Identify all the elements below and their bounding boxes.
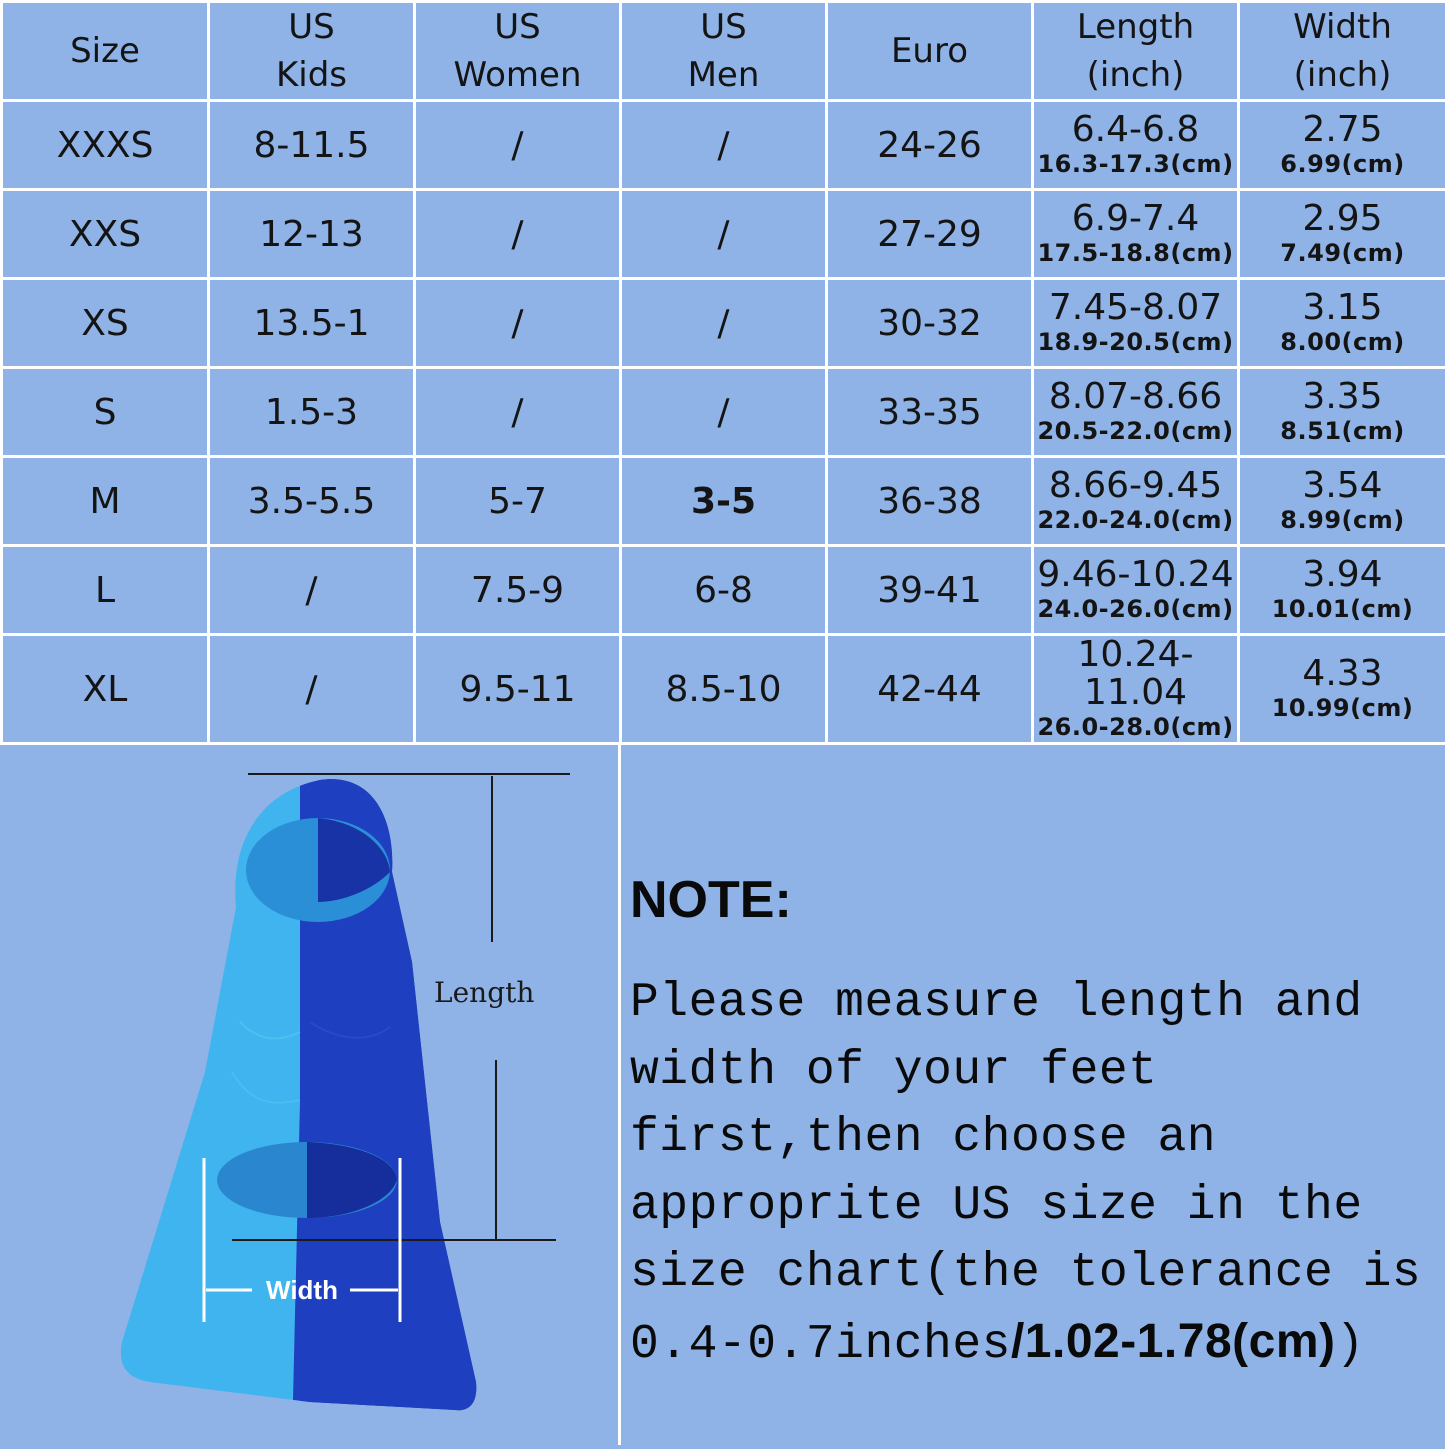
- cell-length-inches: 6.9-7.4: [1034, 200, 1237, 238]
- cell-width-cm: 8.51(cm): [1240, 416, 1445, 446]
- column-header-line: (inch): [1034, 51, 1237, 99]
- column-header: [621, 2, 827, 101]
- cell-width-cm: 6.99(cm): [1240, 149, 1445, 179]
- cell-width-inches: 3.54: [1240, 467, 1445, 505]
- cell-length: [1033, 368, 1239, 457]
- cell-euro: 36-38: [827, 457, 1033, 546]
- note-body: [630, 970, 1430, 1379]
- column-header: [1239, 2, 1445, 101]
- cell-width-cm: 10.01(cm): [1240, 594, 1445, 624]
- cell-men: /: [621, 368, 827, 457]
- column-header-line: Size: [3, 27, 207, 75]
- column-header-line: US: [210, 3, 413, 51]
- column-header-line: Men: [622, 51, 825, 99]
- cell-width-inches: 3.94: [1240, 556, 1445, 594]
- note-tolerance-inches: 0.4-0.7inches: [630, 1318, 1011, 1372]
- table-row: [2, 546, 1445, 635]
- column-header-line: US: [622, 3, 825, 51]
- cell-women: /: [415, 101, 621, 190]
- table-row: [2, 190, 1445, 279]
- note-line: Please measure length and: [630, 970, 1430, 1038]
- cell-men: /: [621, 101, 827, 190]
- note-title: NOTE:: [630, 870, 792, 930]
- column-header-line: Length: [1034, 3, 1237, 51]
- length-label: Length: [434, 976, 534, 1009]
- cell-men: 3-5: [621, 457, 827, 546]
- cell-length-cm: 26.0-28.0(cm): [1034, 712, 1237, 742]
- cell-length-inches: 7.45-8.07: [1034, 289, 1237, 327]
- fin-diagram: [0, 742, 618, 1445]
- cell-euro: 42-44: [827, 635, 1033, 744]
- cell-width: [1239, 190, 1445, 279]
- cell-width-cm: 8.99(cm): [1240, 505, 1445, 535]
- cell-length: [1033, 546, 1239, 635]
- cell-width-cm: 7.49(cm): [1240, 238, 1445, 268]
- cell-women: 9.5-11: [415, 635, 621, 744]
- cell-width: [1239, 546, 1445, 635]
- cell-width-inches: 4.33: [1240, 655, 1445, 693]
- cell-length: [1033, 457, 1239, 546]
- cell-width-inches: 3.15: [1240, 289, 1445, 327]
- cell-length-inches: 10.24-11.04: [1034, 636, 1237, 712]
- note-line: approprite US size in the: [630, 1173, 1430, 1241]
- cell-length-cm: 24.0-26.0(cm): [1034, 594, 1237, 624]
- cell-width: [1239, 368, 1445, 457]
- column-header-line: Women: [416, 51, 619, 99]
- cell-women: /: [415, 279, 621, 368]
- cell-kids: 3.5-5.5: [209, 457, 415, 546]
- note-closing-paren: ): [1335, 1318, 1364, 1372]
- cell-length-cm: 16.3-17.3(cm): [1034, 149, 1237, 179]
- cell-size: XS: [2, 279, 209, 368]
- cell-kids: /: [209, 635, 415, 744]
- column-header-line: (inch): [1240, 51, 1445, 99]
- table-header-row: [2, 2, 1445, 101]
- cell-size: XXXS: [2, 101, 209, 190]
- column-header: [415, 2, 621, 101]
- cell-kids: 1.5-3: [209, 368, 415, 457]
- cell-kids: 12-13: [209, 190, 415, 279]
- fin-illustration: [0, 742, 618, 1445]
- column-header: [827, 2, 1033, 101]
- cell-length: [1033, 279, 1239, 368]
- cell-length: [1033, 635, 1239, 744]
- cell-kids: 8-11.5: [209, 101, 415, 190]
- cell-width-inches: 2.95: [1240, 200, 1445, 238]
- cell-length-cm: 20.5-22.0(cm): [1034, 416, 1237, 446]
- cell-width-cm: 10.99(cm): [1240, 693, 1445, 723]
- cell-women: 5-7: [415, 457, 621, 546]
- cell-size: XXS: [2, 190, 209, 279]
- column-header: [209, 2, 415, 101]
- cell-length-cm: 18.9-20.5(cm): [1034, 327, 1237, 357]
- cell-euro: 24-26: [827, 101, 1033, 190]
- column-header: [1033, 2, 1239, 101]
- cell-size: XL: [2, 635, 209, 744]
- width-label: Width: [266, 1275, 338, 1305]
- panel-divider: [618, 742, 621, 1445]
- cell-width-inches: 3.35: [1240, 378, 1445, 416]
- cell-length-cm: 17.5-18.8(cm): [1034, 238, 1237, 268]
- table-row: [2, 101, 1445, 190]
- note-last-line: [630, 1308, 1430, 1380]
- note-line: first,then choose an: [630, 1105, 1430, 1173]
- cell-length: [1033, 190, 1239, 279]
- cell-size: S: [2, 368, 209, 457]
- cell-kids: /: [209, 546, 415, 635]
- cell-length-inches: 6.4-6.8: [1034, 111, 1237, 149]
- cell-length-inches: 8.07-8.66: [1034, 378, 1237, 416]
- note-tolerance-cm: /1.02-1.78(cm): [1011, 1315, 1336, 1368]
- cell-length-cm: 22.0-24.0(cm): [1034, 505, 1237, 535]
- cell-width: [1239, 101, 1445, 190]
- table-row: [2, 368, 1445, 457]
- table-row: [2, 457, 1445, 546]
- cell-width-cm: 8.00(cm): [1240, 327, 1445, 357]
- column-header-line: US: [416, 3, 619, 51]
- column-header-line: Kids: [210, 51, 413, 99]
- note-line: size chart(the tolerance is: [630, 1240, 1430, 1308]
- cell-width: [1239, 279, 1445, 368]
- cell-width: [1239, 457, 1445, 546]
- cell-size: L: [2, 546, 209, 635]
- cell-width: [1239, 635, 1445, 744]
- cell-euro: 30-32: [827, 279, 1033, 368]
- table-row: [2, 635, 1445, 744]
- cell-women: /: [415, 368, 621, 457]
- cell-women: 7.5-9: [415, 546, 621, 635]
- cell-men: /: [621, 279, 827, 368]
- cell-kids: 13.5-1: [209, 279, 415, 368]
- column-header-line: Width: [1240, 3, 1445, 51]
- cell-width-inches: 2.75: [1240, 111, 1445, 149]
- cell-men: /: [621, 190, 827, 279]
- cell-euro: 39-41: [827, 546, 1033, 635]
- column-header-line: Euro: [828, 27, 1031, 75]
- cell-length: [1033, 101, 1239, 190]
- note-line: width of your feet: [630, 1038, 1430, 1106]
- fin-shape: [100, 762, 520, 1442]
- cell-size: M: [2, 457, 209, 546]
- cell-men: 6-8: [621, 546, 827, 635]
- column-header: [2, 2, 209, 101]
- cell-length-inches: 8.66-9.45: [1034, 467, 1237, 505]
- table-row: [2, 279, 1445, 368]
- cell-women: /: [415, 190, 621, 279]
- cell-length-inches: 9.46-10.24: [1034, 556, 1237, 594]
- cell-men: 8.5-10: [621, 635, 827, 744]
- table-body: [2, 101, 1445, 744]
- cell-euro: 27-29: [827, 190, 1033, 279]
- cell-euro: 33-35: [827, 368, 1033, 457]
